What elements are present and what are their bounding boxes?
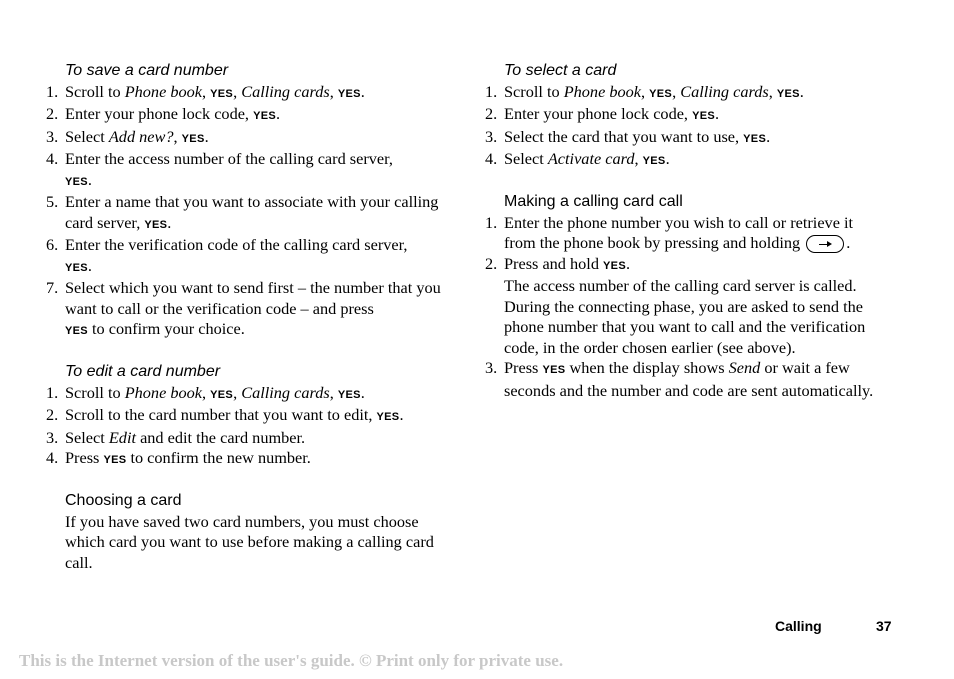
yes-key-label: YES xyxy=(542,364,566,376)
list-item: 1. Scroll to Phone book, YES, Calling cards, YES. xyxy=(46,81,365,101)
yes-key-label: YES xyxy=(144,218,168,231)
list-item: 6. Enter the verification code of the calling card server, YES. xyxy=(46,235,408,275)
edit-card-steps xyxy=(46,383,446,471)
save-card-steps xyxy=(46,82,446,342)
list-item: 1. Scroll to Phone book, YES, Calling cards, YES. xyxy=(485,81,804,101)
list-item: 3. Select Edit and edit the card number. xyxy=(46,427,306,447)
list-item: 2. Enter your phone lock code, YES. xyxy=(485,104,720,123)
list-item: 1. Scroll to Phone book, YES, Calling cards, YES. xyxy=(46,382,365,402)
yes-key-label: YES xyxy=(337,388,361,401)
choosing-card-text: If you have saved two card numbers, you must choose which card you want to use before making a calling card call. xyxy=(65,511,434,572)
yes-key-label: YES xyxy=(210,388,234,401)
list-item: 1. Enter the phone number you wish to call or retrieve it from the phone book by pressing and holding . xyxy=(485,212,854,252)
select-card-steps xyxy=(485,82,885,172)
left-column xyxy=(46,61,446,573)
yes-key-label: YES xyxy=(103,454,127,466)
list-item: 3. Press YES when the display shows Send or wait a few seconds and the number and code are sent automatically. xyxy=(485,358,874,400)
yes-key-label: YES xyxy=(376,411,400,423)
yes-key-label: YES xyxy=(776,87,800,100)
list-item: 4. Press YES to confirm the new number. xyxy=(46,448,311,467)
select-card-heading: To select a card xyxy=(504,62,617,79)
yes-key-label: YES xyxy=(65,175,88,188)
list-item: 2. Enter your phone lock code, YES. xyxy=(46,104,281,123)
right-arrow-key-icon xyxy=(806,235,844,253)
footer-section-name: Calling xyxy=(775,618,822,634)
list-item: 5. Enter a name that you want to associate with your calling card server, YES. xyxy=(46,192,439,232)
list-item: 7. Select which you want to send first – the number that you want to call or the verification code – and press YES to confirm your choice. xyxy=(46,278,441,338)
yes-key-label: YES xyxy=(337,87,361,100)
yes-key-label: YES xyxy=(65,325,88,337)
list-item: 4. Select Activate card, YES. xyxy=(485,149,670,168)
disclaimer: This is the Internet version of the user's guide. © Print only for private use. xyxy=(19,651,564,670)
page-number: 37 xyxy=(876,618,892,634)
yes-key-label: YES xyxy=(743,132,767,145)
list-item: 3. Select Add new?, YES. xyxy=(46,126,209,146)
yes-key-label: YES xyxy=(210,87,234,100)
yes-key-label: YES xyxy=(253,110,276,122)
yes-key-label: YES xyxy=(603,259,626,272)
edit-card-heading: To edit a card number xyxy=(65,363,221,380)
yes-key-label: YES xyxy=(649,87,673,100)
save-card-heading: To save a card number xyxy=(65,62,229,79)
yes-key-label: YES xyxy=(181,132,205,145)
choosing-card-heading: Choosing a card xyxy=(65,492,182,509)
list-item: 4. Enter the access number of the calling card server, YES. xyxy=(46,149,393,189)
making-call-heading: Making a calling card call xyxy=(504,193,683,210)
yes-key-label: YES xyxy=(65,261,88,274)
making-call-steps xyxy=(485,213,885,402)
list-item: 3. Select the card that you want to use, YES. xyxy=(485,126,771,146)
list-item: 2. Press and hold YES. The access number of the calling card server is called. During the connecting phase, you are asked to send the phone number that you want to call and the verification code, in the order chosen earlier (see above). xyxy=(485,253,866,357)
yes-key-label: YES xyxy=(642,155,666,167)
list-item: 2. Scroll to the card number that you want to edit, YES. xyxy=(46,405,404,424)
yes-key-label: YES xyxy=(692,110,715,122)
right-column xyxy=(485,61,885,401)
